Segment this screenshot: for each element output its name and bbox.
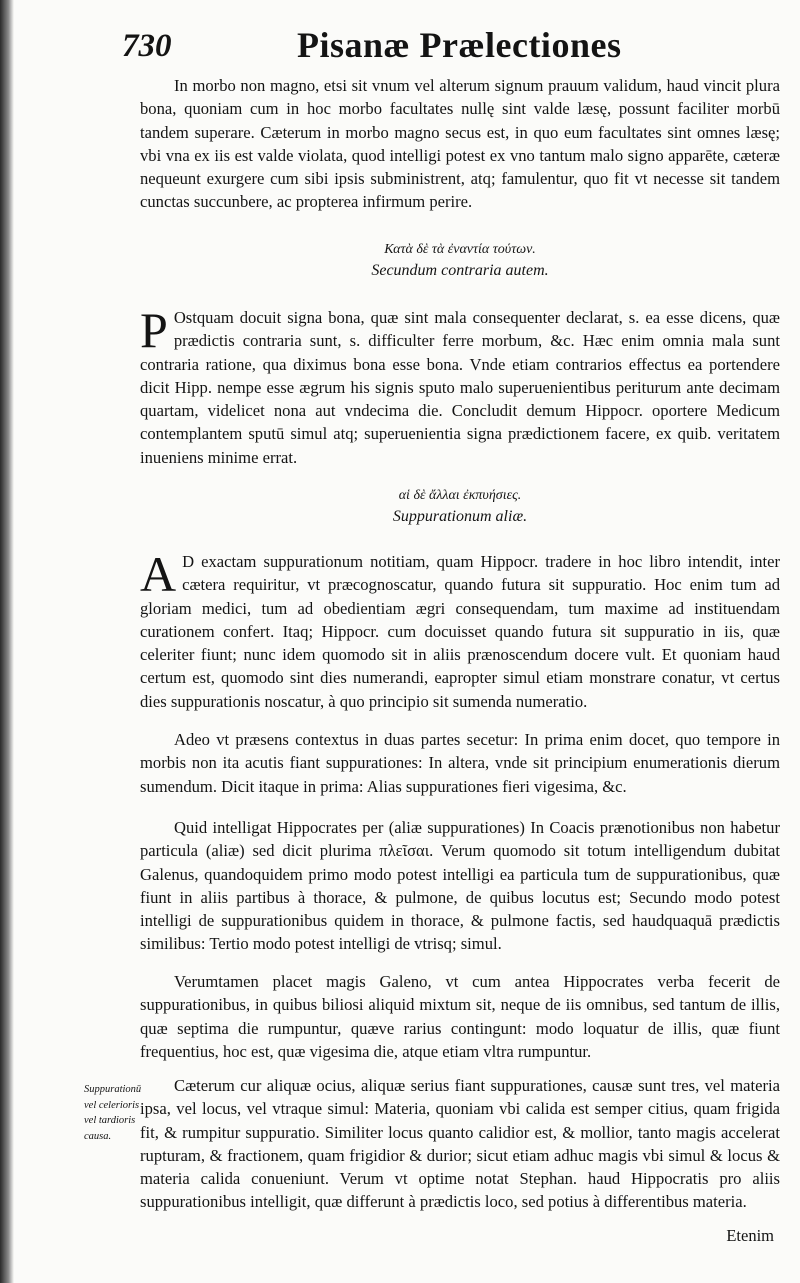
page-header [122,22,792,70]
greek-lemma: Κατὰ δὲ τὰ ἐναντία τούτων. [384,242,536,257]
drop-capital: A [140,546,177,602]
latin-lemma: Suppurationum aliæ. [392,508,528,525]
page-binding-shadow [0,0,14,1283]
paragraph-2: P Ostquam docuit signa bona, quæ sint mala consequenter declarat, s. ea esse dicens, quæ prædictis contraria sunt, s. difficulter ferre morbum, &c. Hæc enim omnia mala sunt contraria ratione, qua diximus bona esse bona. Vnde etiam contrarios effectus ea portendere dicit Hipp. nempe esse ægrum his signis sputo malo superuenientibus periturum ante decimam quartam, videlicet nona aut vndecima die. Concludit demum Hippocr. oportere Medicum contemplantem sputū simul atq; superuenientia signa prædictionem facere, ex quib. veritatem inueniens minime errat. [140,302,780,467]
marginal-note: Suppurationū vel celerioris vel tardioris causa. [84,1084,142,1142]
paragraph-4: Adeo vt præsens contextus in duas partes secetur: In prima enim docet, quo tempore in morbis non ita acutis fiant suppurationes: In altera, vnde sit principium enumerationis dierum sumendum. Dicit itaque in prima: Alias suppurationes fieri vigesima, &c. [140,730,780,796]
catchword: Etenim [726,1226,774,1245]
page-number: 730 [122,28,172,64]
greek-lemma: αἱ δὲ ἄλλαι ἐκπυήσιες. [398,488,522,503]
paragraph-3: A D exactam suppurationum notitiam, quam Hippocr. tradere in hoc libro intendit, inter cætera requiritur, vt præcognoscatur, quando futura sit suppuratio. Hoc enim tum ad gloriam medici, tum ad obedientiam ægri consequendam, tum maxime ad instituendam curationem confert. Itaq; Hippocr. cum docuisset quando futura sit suppuratio in iis, quæ celeriter fiunt; nunc idem quomodo sit in aliis prænoscendum docere vult. Et quoniam haud certum est, quomodo sint dies numerandi, eapropter simul etiam monstrare conatur, vt certus dies suppurationis noscatur, à quo principio sit sumenda numeratio. [140,546,780,711]
lemma-1 [140,240,780,282]
paragraph-5: Quid intelligat Hippocrates per (aliæ suppurationes) In Coacis prænotionibus non habetur particula (aliæ) sed dicit plurima πλεῖσαι. Verum quomodo sit totum intelligendum dubitat Galenus, quandoquidem primo modo potest intelligi ea particula tum de suppurationibus, quæ fiunt in aliis partibus à thorace, & pulmone, de quibus locutus est; Secundo modo potest intelligi de suppurationibus quidem in thorace, & pulmone factis, sed haudquaquā prædictis similibus: Tertio modo potest intelligi de vtrisq; simul. [140,818,780,954]
latin-lemma: Secundum contraria autem. [371,262,549,279]
drop-capital: P [140,302,168,358]
paragraph-6: Verumtamen placet magis Galeno, vt cum antea Hippocrates verba fecerit de suppurationibus, in quibus biliosi aliquid mixtum sit, neque de iis omnibus, sed tantum de illis, quæ septima die rumpuntur, quæve rarius contingunt: modo loquatur de illis, quæ fiunt frequentius, hoc est, quæ vigesima die, atque etiam vltra rumpuntur. [140,972,780,1061]
lemma-2 [140,486,780,528]
running-title: Pisanæ Prælectiones [297,25,622,65]
paragraph-7: Cæterum cur aliquæ ocius, aliquæ serius fiant suppurationes, causæ sunt tres, vel materia ipsa, vel locus, vel vtraque simul: Materia, quoniam vbi calida est semper citius, quam frigida fit, & rumpitur suppuratio. Similiter locus quanto calidior est, & mollior, tanto magis accelerat rupturam, & fractionem, quam frigidior & durior; sicut etiam adhuc magis vbi simul & locus & materia calida conueniunt. Verum vt optime notat Stephan. haud Hippocratis pro aliis suppurationibus intelligit, quæ differunt à prædictis loco, sed potius à differentibus materia. [140,1076,780,1212]
paragraph-1: In morbo non magno, etsi sit vnum vel alterum signum prauum validum, haud vincit plura bona, quoniam cum in hoc morbo facultates nullę sint valde læsę, possunt faciliter morbū tandem superare. Cæterum in morbo magno secus est, in quo eum facultates sint omnes læsę; vbi vna ex iis est valde violata, quod intelligi potest ex vno tantum malo signo apparēte, cæteræ nequeunt exurgere cum sibi ipsis subministrent, atq; famulentur, quo fit vt necesse sit tandem cunctas succunbere, ac propterea infirmum perire. [140,76,780,212]
